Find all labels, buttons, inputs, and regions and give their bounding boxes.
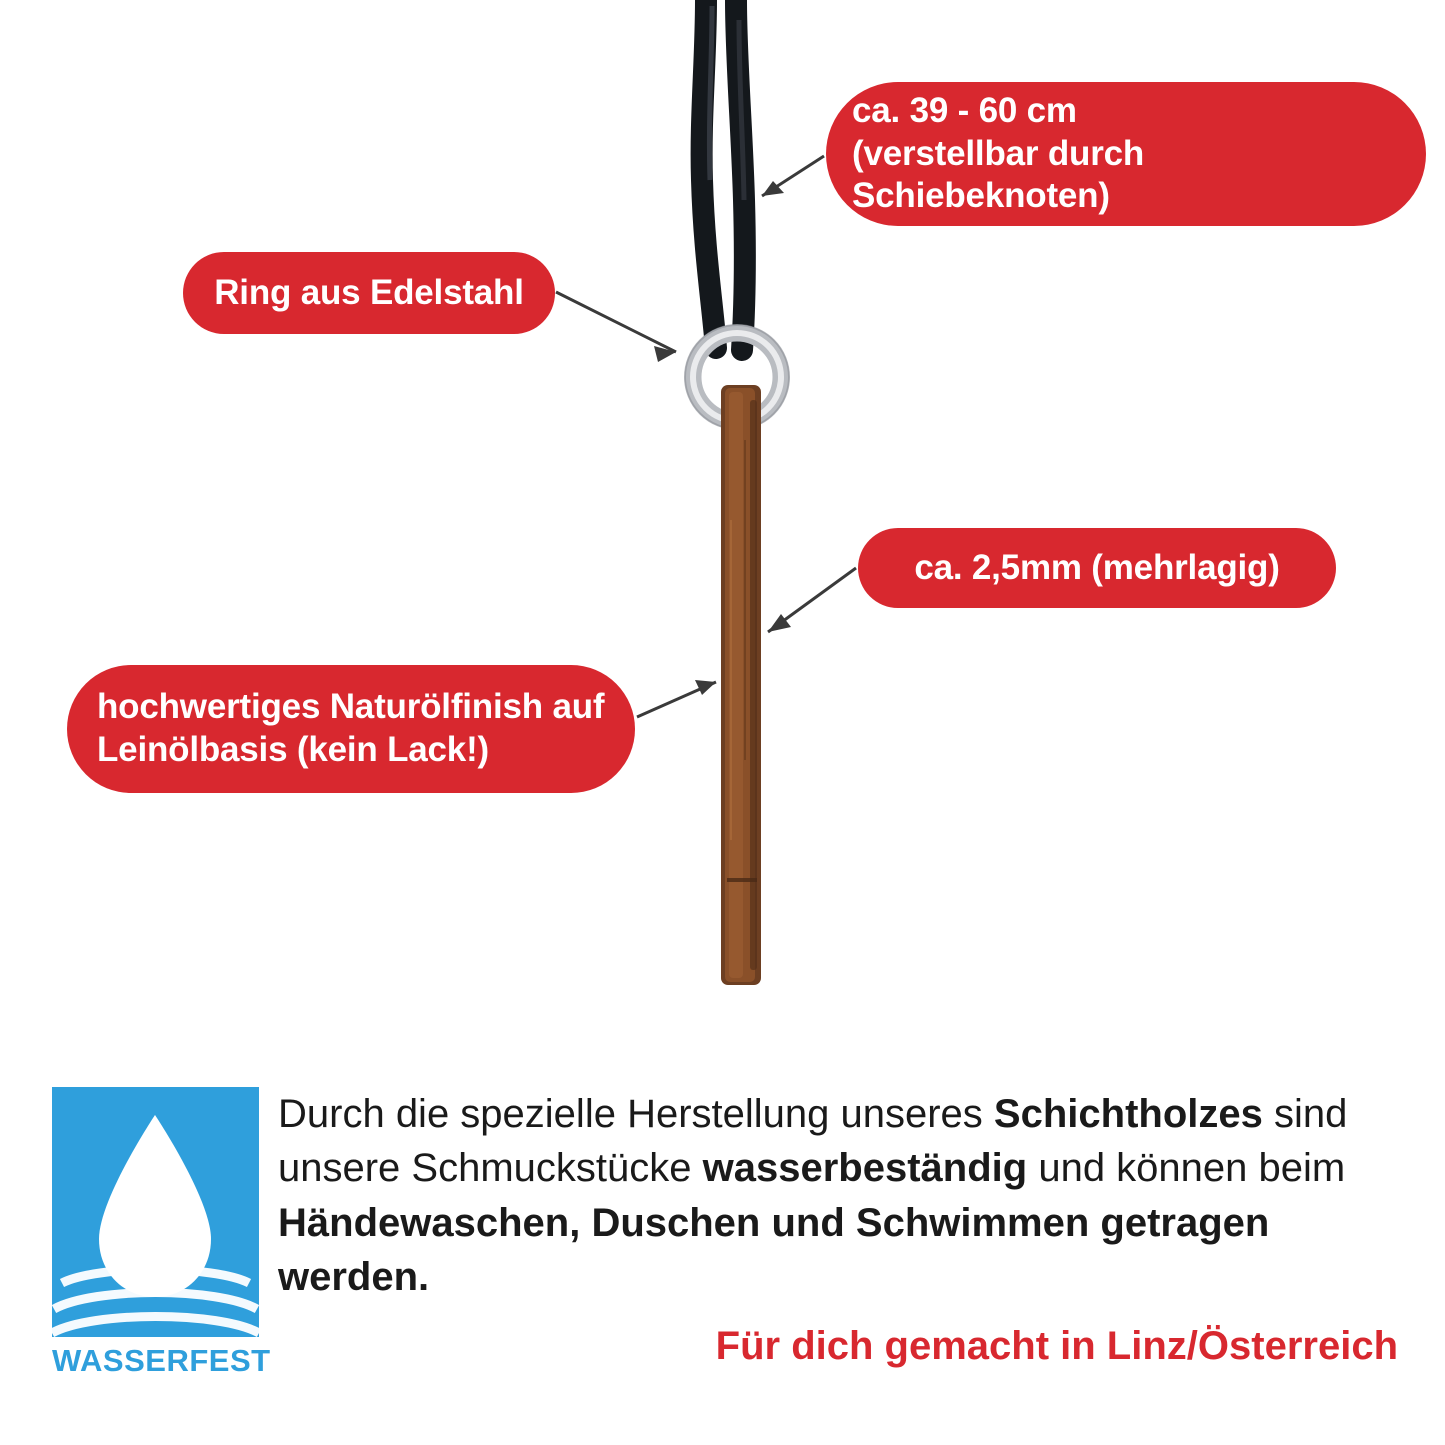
bottom-info-band — [0, 1055, 1445, 1445]
callout-thickness — [858, 528, 1336, 608]
callout-finish — [67, 665, 635, 793]
info-part1: Durch die spezielle Herstellung unseres — [278, 1092, 994, 1136]
arrow-ring — [556, 292, 676, 352]
waterproof-label: WASSERFEST — [52, 1343, 271, 1378]
callout-ring — [183, 252, 555, 334]
callout-finish-line1: hochwertiges Naturölfinish auf — [97, 687, 605, 727]
made-in-label: Für dich gemacht in Linz/Österreich — [715, 1323, 1398, 1368]
wood-pendant-icon — [721, 385, 761, 985]
callout-thickness-label: ca. 2,5mm (mehrlagig) — [914, 547, 1280, 587]
waterproof-badge — [52, 1087, 271, 1379]
callout-length-line1: ca. 39 - 60 cm — [852, 90, 1077, 130]
leather-cord-icon — [702, 0, 745, 350]
callout-length-line2: (verstellbar durch Schiebeknoten) — [852, 133, 1145, 216]
water-drop-icon — [52, 1087, 259, 1337]
info-part2: sind unsere Schmuckstücke — [278, 1092, 1348, 1191]
info-bold1: Schichtholzes — [993, 1092, 1263, 1136]
callout-length — [826, 82, 1426, 226]
info-part3: und können beim — [1027, 1146, 1346, 1191]
callout-finish-line2: Leinölbasis (kein Lack!) — [97, 730, 489, 769]
callout-ring-label: Ring aus Edelstahl — [214, 272, 524, 312]
info-paragraph — [278, 1087, 1398, 1373]
info-bold2: wasserbeständig — [702, 1146, 1028, 1191]
info-bold3: Händewaschen, Duschen und Schwimmen getragen werden. — [278, 1200, 1270, 1300]
